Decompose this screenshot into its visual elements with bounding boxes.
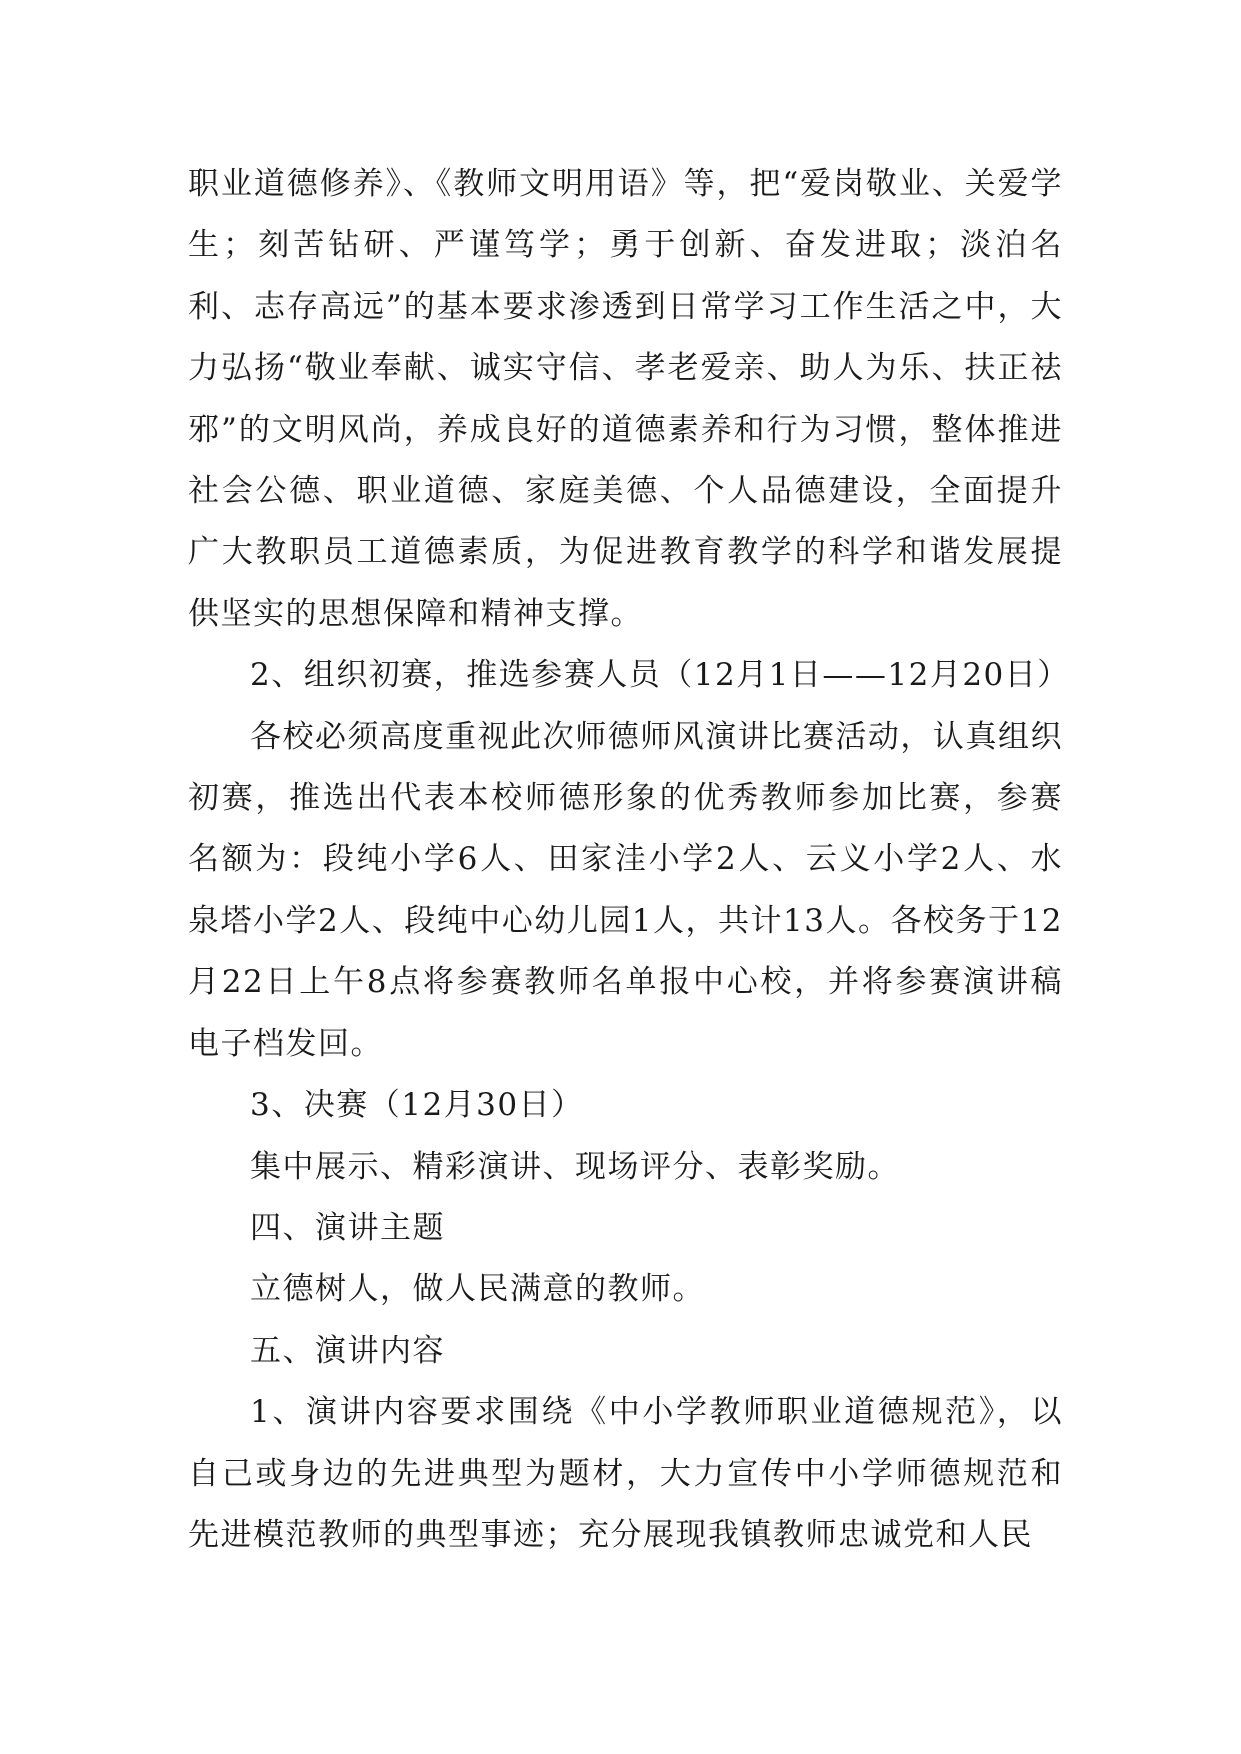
paragraph-content-requirements: 1、演讲内容要求围绕《中小学教师职业道德规范》，以自己或身边的先进典型为题材，大力宣传中小学师德规范和先进模范教师的典型事迹；充分展现我镇教师忠诚党和人民 [188,1394,1063,1553]
paragraph-final-heading: 3、决赛（12月30日） [250,1087,584,1124]
section-heading-content: 五、演讲内容 [250,1332,445,1369]
paragraph-theme: 立德树人，做人民满意的教师。 [250,1271,705,1308]
section-heading-theme: 四、演讲主题 [250,1209,445,1246]
paragraph-preliminary-details: 各校必须高度重视此次师德师风演讲比赛活动，认真组织初赛，推选出代表本校师德形象的优秀教师参加比赛，参赛名额为：段纯小学6人、田家洼小学2人、云义小学2人、水泉塔小学2人、段纯中心幼儿园1人，共计13人。各校务于12月22日上午8点将参赛教师名单报中心校，并将参赛演讲稿电子档发回。 [188,718,1063,1062]
paragraph-final-details: 集中展示、精彩演讲、现场评分、表彰奖励。 [250,1148,900,1185]
paragraph-moral-requirements: 职业道德修养》、《教师文明用语》等，把“爱岗敬业、关爱学生；刻苦钻研、严谨笃学；勇于创新、奋发进取；淡泊名利、志存高远”的基本要求渗透到日常学习工作生活之中，大力弘扬“敬业奉献、诚实守信、孝老爱亲、助人为乐、扶正祛邪”的文明风尚，养成良好的道德素养和行为习惯，整体推进社会公德、职业道德、家庭美德、个人品德建设，全面提升广大教职员工道德素质，为促进教育教学的科学和谐发展提供坚实的思想保障和精神支撑。 [188,166,1063,632]
document-body [188,154,1070,1566]
paragraph-preliminary-heading: 2、组织初赛，推选参赛人员（12月1日——12月20日） [250,657,1070,694]
